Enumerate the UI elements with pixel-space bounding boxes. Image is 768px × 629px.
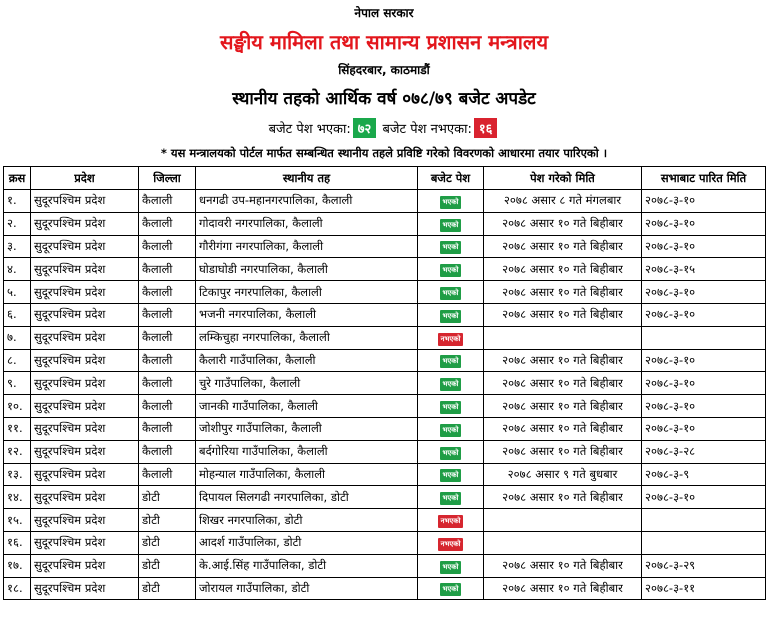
budget-status-cell [418,303,484,326]
submitted-date-cell [484,509,642,532]
passed-date-cell [642,509,766,532]
passed-date-cell: २०७८-३-२८ [642,440,766,463]
budget-presented-badge: भएको [440,310,462,323]
passed-date-cell: २०७८-३-१० [642,486,766,509]
budget-status-cell [418,463,484,486]
report-title: स्थानीय तहको आर्थिक वर्ष ०७८/७९ बजेट अपडेट [232,89,536,109]
budget-status-cell [418,531,484,554]
district-cell: डोटी [139,531,196,554]
province-cell: सुदूरपश्चिम प्रदेश [31,417,139,440]
budget-status-cell [418,577,484,600]
local-level-cell: गौरीगंगा नगरपालिका, कैलाली [196,235,418,258]
province-cell: सुदूरपश्चिम प्रदेश [31,509,139,532]
budget-summary [0,118,768,138]
province-cell: सुदूरपश्चिम प्रदेश [31,326,139,349]
budget-status-cell [418,326,484,349]
passed-date-cell: २०७८-३-९ [642,463,766,486]
ministry-title: सङ्घीय मामिला तथा सामान्य प्रशासन मन्त्रालय [219,30,549,54]
table-row [4,531,766,554]
col-submitted-date-header: पेश गरेको मिति [484,167,642,190]
budget-presented-badge: भएको [440,196,462,209]
table-row [4,554,766,577]
submitted-date-cell: २०७८ असार १० गते बिहीबार [484,303,642,326]
submitted-date-cell: २०७८ असार १० गते बिहीबार [484,486,642,509]
budget-presented-badge: भएको [440,378,462,391]
district-cell: कैलाली [139,326,196,349]
submitted-date-cell: २०७८ असार १० गते बिहीबार [484,577,642,600]
table-row [4,326,766,349]
local-level-cell: भजनी नगरपालिका, कैलाली [196,303,418,326]
budget-status-cell [418,486,484,509]
table-row [4,235,766,258]
district-cell: कैलाली [139,190,196,213]
local-level-cell: मोहन्याल गाउँपालिका, कैलाली [196,463,418,486]
district-cell: कैलाली [139,303,196,326]
budget-status-cell [418,372,484,395]
passed-date-cell: २०७८-३-१० [642,417,766,440]
budget-status-cell [418,258,484,281]
presented-label: बजेट पेश भएका: [268,122,351,137]
serial-number-cell: ५. [4,281,31,304]
province-cell: सुदूरपश्चिम प्रदेश [31,235,139,258]
serial-number-cell: ७. [4,326,31,349]
serial-number-cell: ९. [4,372,31,395]
passed-date-cell: २०७८-३-१० [642,395,766,418]
submitted-date-cell: २०७८ असार १० गते बिहीबार [484,554,642,577]
disclaimer-note: * यस मन्त्रालयको पोर्टल मार्फत सम्बन्धित स्थानीय तहले प्रविष्टि गरेको विवरणको आधारमा तयार पारिएको । [160,146,608,160]
budget-status-cell [418,281,484,304]
passed-date-cell: २०७८-३-१० [642,190,766,213]
province-cell: सुदूरपश्चिम प्रदेश [31,372,139,395]
submitted-date-cell: २०७८ असार ८ गते मंगलबार [484,190,642,213]
serial-number-cell: ८. [4,349,31,372]
serial-number-cell: ६. [4,303,31,326]
col-budget-status-header: बजेट पेश [418,167,484,190]
budget-presented-badge: भएको [440,447,462,460]
district-cell: कैलाली [139,440,196,463]
serial-number-cell: १६. [4,531,31,554]
budget-presented-badge: भएको [440,401,462,414]
serial-number-cell: ११. [4,417,31,440]
submitted-date-cell [484,326,642,349]
budget-presented-badge: भएको [440,287,462,300]
budget-status-cell [418,417,484,440]
serial-number-cell: २. [4,212,31,235]
submitted-date-cell: २०७८ असार १० गते बिहीबार [484,258,642,281]
serial-number-cell: १३. [4,463,31,486]
government-label: नेपाल सरकार [354,6,414,20]
table-row [4,463,766,486]
local-level-cell: लम्किचुहा नगरपालिका, कैलाली [196,326,418,349]
district-cell: कैलाली [139,235,196,258]
submitted-date-cell: २०७८ असार १० गते बिहीबार [484,395,642,418]
not-presented-label: बजेट पेश नभएका: [382,122,472,137]
budget-table [3,166,766,600]
serial-number-cell: ४. [4,258,31,281]
local-level-cell: घोडाघोडी नगरपालिका, कैलाली [196,258,418,281]
table-row [4,417,766,440]
district-cell: कैलाली [139,212,196,235]
province-cell: सुदूरपश्चिम प्रदेश [31,440,139,463]
local-level-cell: शिखर नगरपालिका, डोटी [196,509,418,532]
submitted-date-cell: २०७८ असार १० गते बिहीबार [484,349,642,372]
district-cell: डोटी [139,554,196,577]
table-row [4,190,766,213]
province-cell: सुदूरपश्चिम प्रदेश [31,349,139,372]
district-cell: कैलाली [139,372,196,395]
table-row [4,509,766,532]
budget-status-cell [418,395,484,418]
serial-number-cell: १२. [4,440,31,463]
province-cell: सुदूरपश्चिम प्रदेश [31,212,139,235]
table-row [4,372,766,395]
passed-date-cell [642,531,766,554]
passed-date-cell: २०७८-३-१० [642,349,766,372]
budget-presented-badge: भएको [440,424,462,437]
submitted-date-cell [484,531,642,554]
budget-status-cell [418,212,484,235]
table-header-row [4,167,766,190]
passed-date-cell: २०७८-३-१० [642,281,766,304]
budget-presented-badge: भएको [440,469,462,482]
passed-date-cell: २०७८-३-१० [642,235,766,258]
budget-presented-badge: भएको [440,492,462,505]
table-body [4,190,766,600]
budget-status-cell [418,440,484,463]
submitted-date-cell: २०७८ असार ९ गते बुधबार [484,463,642,486]
local-level-cell: गोदावरी नगरपालिका, कैलाली [196,212,418,235]
province-cell: सुदूरपश्चिम प्रदेश [31,395,139,418]
passed-date-cell: २०७८-३-११ [642,577,766,600]
district-cell: डोटी [139,509,196,532]
local-level-cell: टिकापुर नगरपालिका, कैलाली [196,281,418,304]
table-row [4,258,766,281]
budget-presented-badge: भएको [440,219,462,232]
table-row [4,281,766,304]
serial-number-cell: १७. [4,554,31,577]
budget-status-cell [418,190,484,213]
budget-status-cell [418,235,484,258]
table-row [4,303,766,326]
passed-date-cell [642,326,766,349]
district-cell: कैलाली [139,281,196,304]
passed-date-cell: २०७८-३-१० [642,212,766,235]
col-province-header: प्रदेश [31,167,139,190]
serial-number-cell: १०. [4,395,31,418]
passed-date-cell: २०७८-३-१० [642,372,766,395]
province-cell: सुदूरपश्चिम प्रदेश [31,554,139,577]
budget-status-cell [418,349,484,372]
not-presented-count-badge: १६ [474,118,498,138]
serial-number-cell: १. [4,190,31,213]
col-district-header: जिल्ला [139,167,196,190]
serial-number-cell: १८. [4,577,31,600]
district-cell: डोटी [139,577,196,600]
table-row [4,440,766,463]
district-cell: कैलाली [139,463,196,486]
table-row [4,395,766,418]
budget-presented-badge: भएको [440,355,462,368]
district-cell: कैलाली [139,395,196,418]
province-cell: सुदूरपश्चिम प्रदेश [31,258,139,281]
submitted-date-cell: २०७८ असार १० गते बिहीबार [484,417,642,440]
province-cell: सुदूरपश्चिम प्रदेश [31,463,139,486]
province-cell: सुदूरपश्चिम प्रदेश [31,281,139,304]
budget-not-presented-badge: नभएको [438,333,464,346]
district-cell: डोटी [139,486,196,509]
serial-number-cell: १५. [4,509,31,532]
passed-date-cell: २०७८-३-१० [642,303,766,326]
district-cell: कैलाली [139,258,196,281]
budget-presented-badge: भएको [440,583,462,596]
serial-number-cell: १४. [4,486,31,509]
budget-not-presented-badge: नभएको [438,538,464,551]
province-cell: सुदूरपश्चिम प्रदेश [31,577,139,600]
local-level-cell: आदर्श गाउँपालिका, डोटी [196,531,418,554]
submitted-date-cell: २०७८ असार १० गते बिहीबार [484,281,642,304]
local-level-cell: बर्दगोरिया गाउँपालिका, कैलाली [196,440,418,463]
local-level-cell: के.आई.सिंह गाउँपालिका, डोटी [196,554,418,577]
local-level-cell: कैलारी गाउँपालिका, कैलाली [196,349,418,372]
district-cell: कैलाली [139,349,196,372]
budget-status-cell [418,554,484,577]
submitted-date-cell: २०७८ असार १० गते बिहीबार [484,372,642,395]
budget-presented-badge: भएको [440,264,462,277]
local-level-cell: चुरे गाउँपालिका, कैलाली [196,372,418,395]
presented-count-badge: ७२ [353,118,377,138]
province-cell: सुदूरपश्चिम प्रदेश [31,531,139,554]
budget-presented-badge: भएको [440,561,462,574]
province-cell: सुदूरपश्चिम प्रदेश [31,303,139,326]
budget-not-presented-badge: नभएको [438,515,464,528]
passed-date-cell: २०७८-३-२९ [642,554,766,577]
col-local-level-header: स्थानीय तह [196,167,418,190]
local-level-cell: जानकी गाउँपालिका, कैलाली [196,395,418,418]
passed-date-cell: २०७८-३-१५ [642,258,766,281]
local-level-cell: धनगढी उप-महानगरपालिका, कैलाली [196,190,418,213]
ministry-location: सिंहदरबार, काठमाडौं [338,63,430,77]
submitted-date-cell: २०७८ असार १० गते बिहीबार [484,440,642,463]
col-serial-header: क्रस [4,167,31,190]
local-level-cell: दिपायल सिलगढी नगरपालिका, डोटी [196,486,418,509]
submitted-date-cell: २०७८ असार १० गते बिहीबार [484,235,642,258]
table-row [4,486,766,509]
submitted-date-cell: २०७८ असार १० गते बिहीबार [484,212,642,235]
table-row [4,349,766,372]
local-level-cell: जोशीपुर गाउँपालिका, कैलाली [196,417,418,440]
serial-number-cell: ३. [4,235,31,258]
budget-presented-badge: भएको [440,241,462,254]
province-cell: सुदूरपश्चिम प्रदेश [31,486,139,509]
district-cell: कैलाली [139,417,196,440]
budget-status-cell [418,509,484,532]
table-row [4,577,766,600]
province-cell: सुदूरपश्चिम प्रदेश [31,190,139,213]
local-level-cell: जोरायल गाउँपालिका, डोटी [196,577,418,600]
col-passed-date-header: सभाबाट पारित मिति [642,167,766,190]
table-row [4,212,766,235]
